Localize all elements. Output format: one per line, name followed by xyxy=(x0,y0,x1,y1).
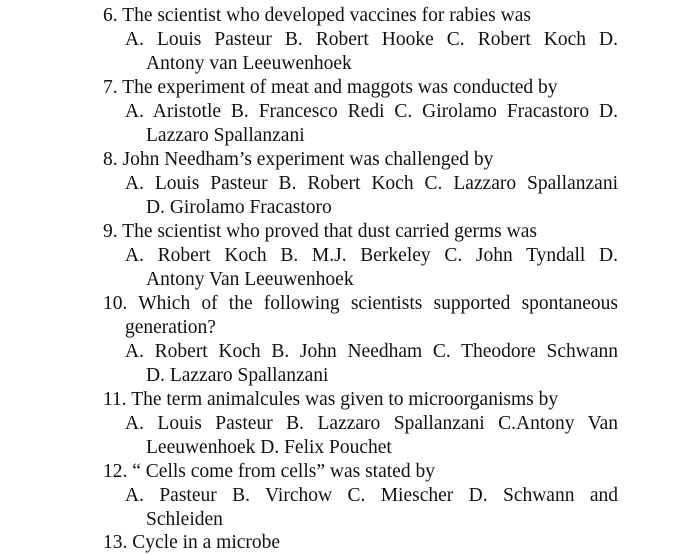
options-line: A. Louis Pasteur B. Lazzaro Spallanzani C.Antony Van xyxy=(125,413,618,434)
question-12 xyxy=(103,460,435,484)
question-text-continued: generation? xyxy=(125,317,216,338)
options-line: Antony Van Leeuwenhoek xyxy=(146,269,354,290)
question-number: 9. xyxy=(103,221,118,242)
question-number: 10. xyxy=(103,293,128,314)
question-9 xyxy=(103,220,537,244)
question-number: 11. xyxy=(103,389,127,410)
options-line: D. Girolamo Fracastoro xyxy=(146,197,332,218)
options-line: Leeuwenhoek D. Felix Pouchet xyxy=(146,437,392,458)
options-line: A. Pasteur B. Virchow C. Miescher D. Schwann and xyxy=(125,485,618,506)
options-line: A. Louis Pasteur B. Robert Hooke C. Robert Koch D. xyxy=(125,29,618,50)
question-text: Which of the following scientists supported spontaneous xyxy=(138,293,618,314)
options-line: A. Robert Koch B. M.J. Berkeley C. John Tyndall D. xyxy=(125,245,618,266)
question-text: The term animalcules was given to microorganisms by xyxy=(131,389,559,410)
question-7 xyxy=(103,76,558,100)
options-line: Antony van Leeuwenhoek xyxy=(146,53,352,74)
question-number: 8. xyxy=(103,149,118,170)
options-line: D. Lazzaro Spallanzani xyxy=(146,365,329,386)
question-text: The experiment of meat and maggots was conducted by xyxy=(122,77,558,98)
question-11 xyxy=(103,388,558,412)
question-number: 7. xyxy=(103,77,118,98)
question-number: 12. xyxy=(103,461,128,482)
cutoff-line: 13. Cycle in a microbe xyxy=(103,532,281,553)
options-line: A. Robert Koch B. John Needham C. Theodore Schwann xyxy=(125,341,618,362)
question-text: The scientist who developed vaccines for rabies was xyxy=(122,5,531,26)
question-8 xyxy=(103,148,493,172)
options-line: Lazzaro Spallanzani xyxy=(146,125,305,146)
options-line: Schleiden xyxy=(146,509,223,530)
question-10 xyxy=(103,292,618,316)
options-line: A. Louis Pasteur B. Robert Koch C. Lazzaro Spallanzani xyxy=(125,173,618,194)
question-text: John Needham’s experiment was challenged by xyxy=(122,149,494,170)
question-number: 6. xyxy=(103,5,118,26)
question-text: The scientist who proved that dust carried germs was xyxy=(122,221,537,242)
question-text: “ Cells come from cells” was stated by xyxy=(132,461,435,482)
question-6 xyxy=(103,4,531,28)
options-line: A. Aristotle B. Francesco Redi C. Girolamo Fracastoro D. xyxy=(125,101,618,122)
